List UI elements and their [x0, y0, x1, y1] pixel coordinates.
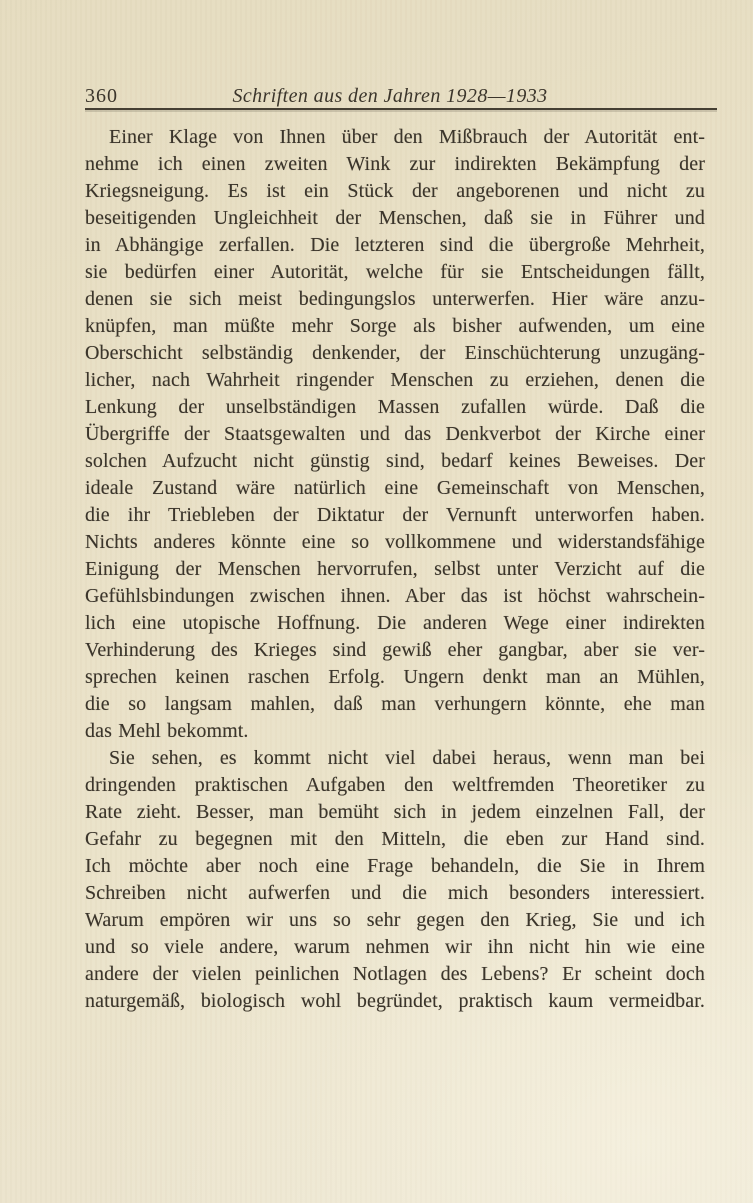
text-line: naturgemäß, biologisch wohl begründet, praktisch kaum vermeidbar. [85, 990, 705, 1012]
text-line: Kriegsneigung. Es ist ein Stück der angeborenen und nicht zu [85, 180, 705, 202]
text-line: beseitigenden Ungleichheit der Menschen, daß sie in Führer und [85, 207, 705, 229]
text-line: in Abhängige zerfallen. Die letzteren sind die übergroße Mehrheit, [85, 234, 705, 256]
text-line: dringenden praktischen Aufgaben den weltfremden Theoretiker zu [85, 774, 705, 796]
header-rule [85, 108, 717, 110]
page-body [85, 124, 705, 1015]
text-line: die so langsam mahlen, daß man verhungern könnte, ehe man [85, 693, 705, 715]
text-line: solchen Aufzucht nicht günstig sind, bedarf keines Beweises. Der [85, 450, 705, 472]
paragraph [85, 745, 705, 1015]
page-header [85, 84, 717, 108]
text-line: denen sie sich meist bedingungslos unterwerfen. Hier wäre anzu- [85, 288, 705, 310]
text-line: sprechen keinen raschen Erfolg. Ungern denkt man an Mühlen, [85, 666, 705, 688]
paragraph [85, 124, 705, 745]
text-line: Lenkung der unselbständigen Massen zufallen würde. Daß die [85, 396, 705, 418]
running-title: Schriften aus den Jahren 1928—1933 [232, 85, 548, 107]
text-line: ideale Zustand wäre natürlich eine Gemeinschaft von Menschen, [85, 477, 705, 499]
text-line: Gefahr zu begegnen mit den Mitteln, die eben zur Hand sind. [85, 828, 705, 850]
text-line: licher, nach Wahrheit ringender Menschen zu erziehen, denen die [85, 369, 705, 391]
text-line: knüpfen, man müßte mehr Sorge als bisher aufwenden, um eine [85, 315, 705, 337]
text-line: Oberschicht selbständig denkender, der Einschüchterung unzugäng- [85, 342, 705, 364]
text-line: andere der vielen peinlichen Notlagen des Lebens? Er scheint doch [85, 963, 705, 985]
text-line: und so viele andere, warum nehmen wir ihn nicht hin wie eine [85, 936, 705, 958]
text-line: Einer Klage von Ihnen über den Mißbrauch der Autorität ent- [109, 126, 705, 148]
text-line: nehme ich einen zweiten Wink zur indirekten Bekämpfung der [85, 153, 705, 175]
text-line: das Mehl bekommt. [85, 720, 249, 742]
text-line: Verhinderung des Krieges sind gewiß eher gangbar, aber sie ver- [85, 639, 705, 661]
text-line: Rate zieht. Besser, man bemüht sich in jedem einzelnen Fall, der [85, 801, 705, 823]
text-line: Einigung der Menschen hervorrufen, selbst unter Verzicht auf die [85, 558, 705, 580]
text-line: Sie sehen, es kommt nicht viel dabei heraus, wenn man bei [109, 747, 705, 769]
text-line: Übergriffe der Staatsgewalten und das Denkverbot der Kirche einer [85, 423, 705, 445]
text-line: die ihr Triebleben der Diktatur der Vernunft unterworfen haben. [85, 504, 705, 526]
text-line: Warum empören wir uns so sehr gegen den Krieg, Sie und ich [85, 909, 705, 931]
text-line: Ich möchte aber noch eine Frage behandeln, die Sie in Ihrem [85, 855, 705, 877]
text-line: Nichts anderes könnte eine so vollkommene und widerstandsfähige [85, 531, 705, 553]
text-line: lich eine utopische Hoffnung. Die anderen Wege einer indirekten [85, 612, 705, 634]
page-number: 360 [85, 85, 118, 107]
text-line: sie bedürfen einer Autorität, welche für sie Entscheidungen fällt, [85, 261, 705, 283]
text-line: Schreiben nicht aufwerfen und die mich besonders interessiert. [85, 882, 705, 904]
text-line: Gefühlsbindungen zwischen ihnen. Aber das ist höchst wahrschein- [85, 585, 705, 607]
